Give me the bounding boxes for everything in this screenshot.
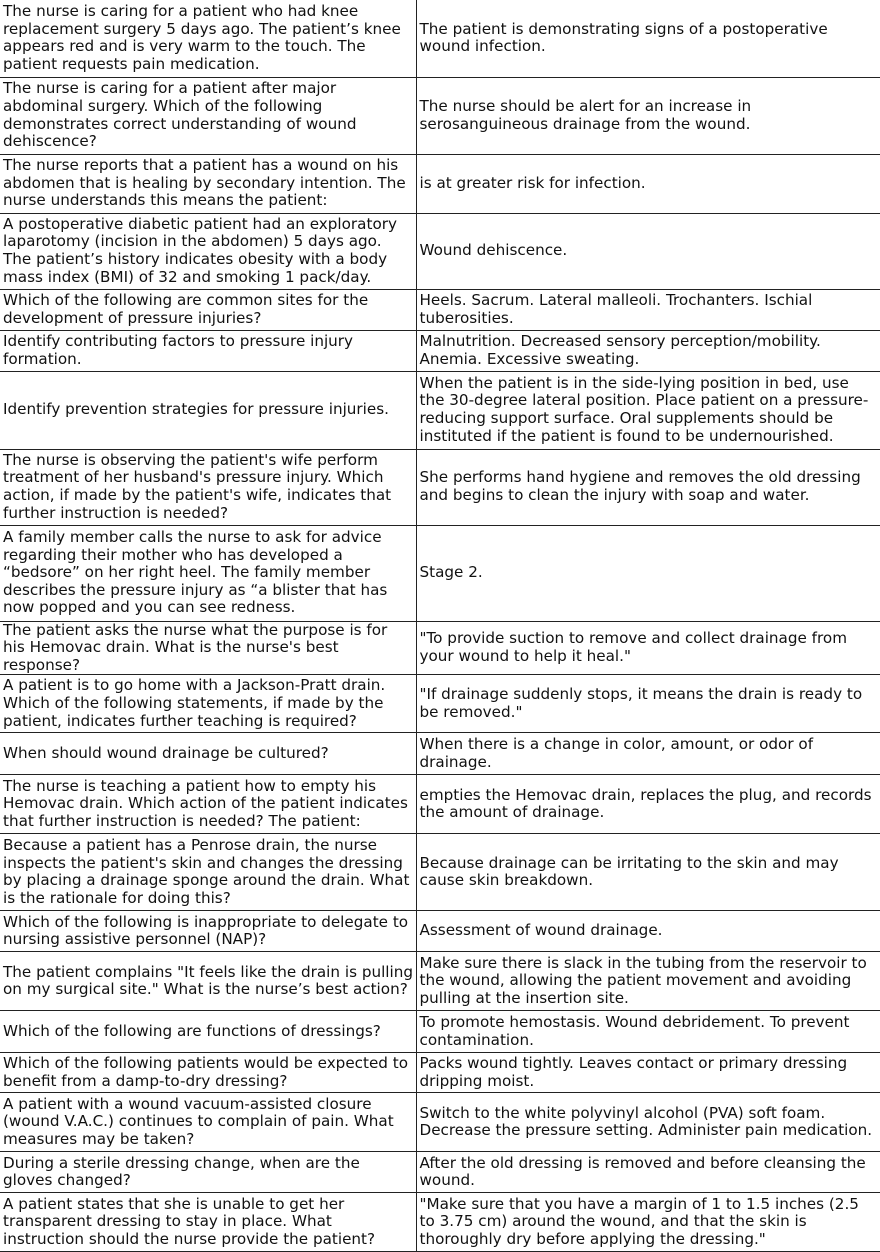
table-row [0, 1193, 880, 1252]
question-cell: Which of the following are functions of dressings? [0, 1011, 416, 1053]
question-cell: Which of the following is inappropriate to delegate to nursing assistive personnel (NAP)? [0, 911, 416, 952]
question-cell: The patient complains "It feels like the drain is pulling on my surgical site." What is the nurse’s best action? [0, 952, 416, 1011]
answer-cell: The patient is demonstrating signs of a postoperative wound infection. [416, 0, 880, 77]
table-row [0, 371, 880, 449]
table-row [0, 775, 880, 834]
table-row [0, 952, 880, 1011]
answer-cell: Assessment of wound drainage. [416, 911, 880, 952]
question-cell: A patient with a wound vacuum-assisted closure (wound V.A.C.) continues to complain of pain. What measures may be taken? [0, 1093, 416, 1152]
table-row [0, 1152, 880, 1193]
question-cell: A patient is to go home with a Jackson-Pratt drain. Which of the following statements, if made by the patient, indicates further teaching is required? [0, 675, 416, 733]
table-row [0, 0, 880, 77]
table-row [0, 733, 880, 775]
table-row [0, 675, 880, 733]
answer-cell: "To provide suction to remove and collect drainage from your wound to help it heal." [416, 621, 880, 675]
answer-cell: When the patient is in the side-lying position in bed, use the 30-degree lateral position. Place patient on a pressure-reducing support surface. Oral supplements should be instituted if the patient is found to be undernourished. [416, 371, 880, 449]
question-cell: A patient states that she is unable to get her transparent dressing to stay in place. What instruction should the nurse provide the patient? [0, 1193, 416, 1252]
question-cell: The nurse reports that a patient has a wound on his abdomen that is healing by secondary intention. The nurse understands this means the patient: [0, 154, 416, 213]
question-cell: The nurse is observing the patient's wife perform treatment of her husband's pressure injury. Which action, if made by the patient's wife, indicates that further instruction is needed? [0, 449, 416, 525]
table-row [0, 1093, 880, 1152]
table-row [0, 449, 880, 525]
answer-cell: "Make sure that you have a margin of 1 to 1.5 inches (2.5 to 3.75 cm) around the wound, and that the skin is thoroughly dry before applying the dressing." [416, 1193, 880, 1252]
answer-cell: Because drainage can be irritating to the skin and may cause skin breakdown. [416, 834, 880, 911]
question-cell: The nurse is teaching a patient how to empty his Hemovac drain. Which action of the patient indicates that further instruction is needed? The patient: [0, 775, 416, 834]
table-row [0, 213, 880, 289]
table-row [0, 77, 880, 154]
table-row [0, 154, 880, 213]
table-row [0, 834, 880, 911]
question-cell: A family member calls the nurse to ask for advice regarding their mother who has developed a “bedsore” on her right heel. The family member describes the pressure injury as “a blister that has now popped and you can see redness. [0, 525, 416, 621]
question-cell: The nurse is caring for a patient after major abdominal surgery. Which of the following demonstrates correct understanding of wound dehiscence? [0, 77, 416, 154]
answer-cell: is at greater risk for infection. [416, 154, 880, 213]
answer-cell: The nurse should be alert for an increase in serosanguineous drainage from the wound. [416, 77, 880, 154]
question-cell: When should wound drainage be cultured? [0, 733, 416, 775]
answer-cell: She performs hand hygiene and removes the old dressing and begins to clean the injury with soap and water. [416, 449, 880, 525]
answer-cell: Switch to the white polyvinyl alcohol (PVA) soft foam. Decrease the pressure setting. Administer pain medication. [416, 1093, 880, 1152]
answer-cell: Stage 2. [416, 525, 880, 621]
answer-cell: empties the Hemovac drain, replaces the plug, and records the amount of drainage. [416, 775, 880, 834]
question-cell: A postoperative diabetic patient had an exploratory laparotomy (incision in the abdomen) 5 days ago. The patient’s history indicates obesity with a body mass index (BMI) of 32 and smoking 1 pack/day. [0, 213, 416, 289]
table-row [0, 525, 880, 621]
question-cell: Identify contributing factors to pressure injury formation. [0, 330, 416, 371]
question-cell: During a sterile dressing change, when are the gloves changed? [0, 1152, 416, 1193]
question-cell: Because a patient has a Penrose drain, the nurse inspects the patient's skin and changes the dressing by placing a drainage sponge around the drain. What is the rationale for doing this? [0, 834, 416, 911]
table-row [0, 911, 880, 952]
answer-cell: Wound dehiscence. [416, 213, 880, 289]
question-cell: Which of the following are common sites for the development of pressure injuries? [0, 289, 416, 330]
answer-cell: Heels. Sacrum. Lateral malleoli. Trochanters. Ischial tuberosities. [416, 289, 880, 330]
question-cell: Which of the following patients would be expected to benefit from a damp-to-dry dressing? [0, 1053, 416, 1093]
question-cell: The patient asks the nurse what the purpose is for his Hemovac drain. What is the nurse's best response? [0, 621, 416, 675]
table-row [0, 289, 880, 330]
question-cell: Identify prevention strategies for pressure injuries. [0, 371, 416, 449]
question-cell: The nurse is caring for a patient who had knee replacement surgery 5 days ago. The patient’s knee appears red and is very warm to the touch. The patient requests pain medication. [0, 0, 416, 77]
answer-cell: To promote hemostasis. Wound debridement. To prevent contamination. [416, 1011, 880, 1053]
table-row [0, 1011, 880, 1053]
answer-cell: After the old dressing is removed and before cleansing the wound. [416, 1152, 880, 1193]
table-row [0, 621, 880, 675]
answer-cell: Malnutrition. Decreased sensory perception/mobility. Anemia. Excessive sweating. [416, 330, 880, 371]
answer-cell: Make sure there is slack in the tubing from the reservoir to the wound, allowing the patient movement and avoiding pulling at the insertion site. [416, 952, 880, 1011]
answer-cell: "If drainage suddenly stops, it means the drain is ready to be removed." [416, 675, 880, 733]
table-row [0, 1053, 880, 1093]
table-row [0, 330, 880, 371]
answer-cell: Packs wound tightly. Leaves contact or primary dressing dripping moist. [416, 1053, 880, 1093]
answer-cell: When there is a change in color, amount, or odor of drainage. [416, 733, 880, 775]
